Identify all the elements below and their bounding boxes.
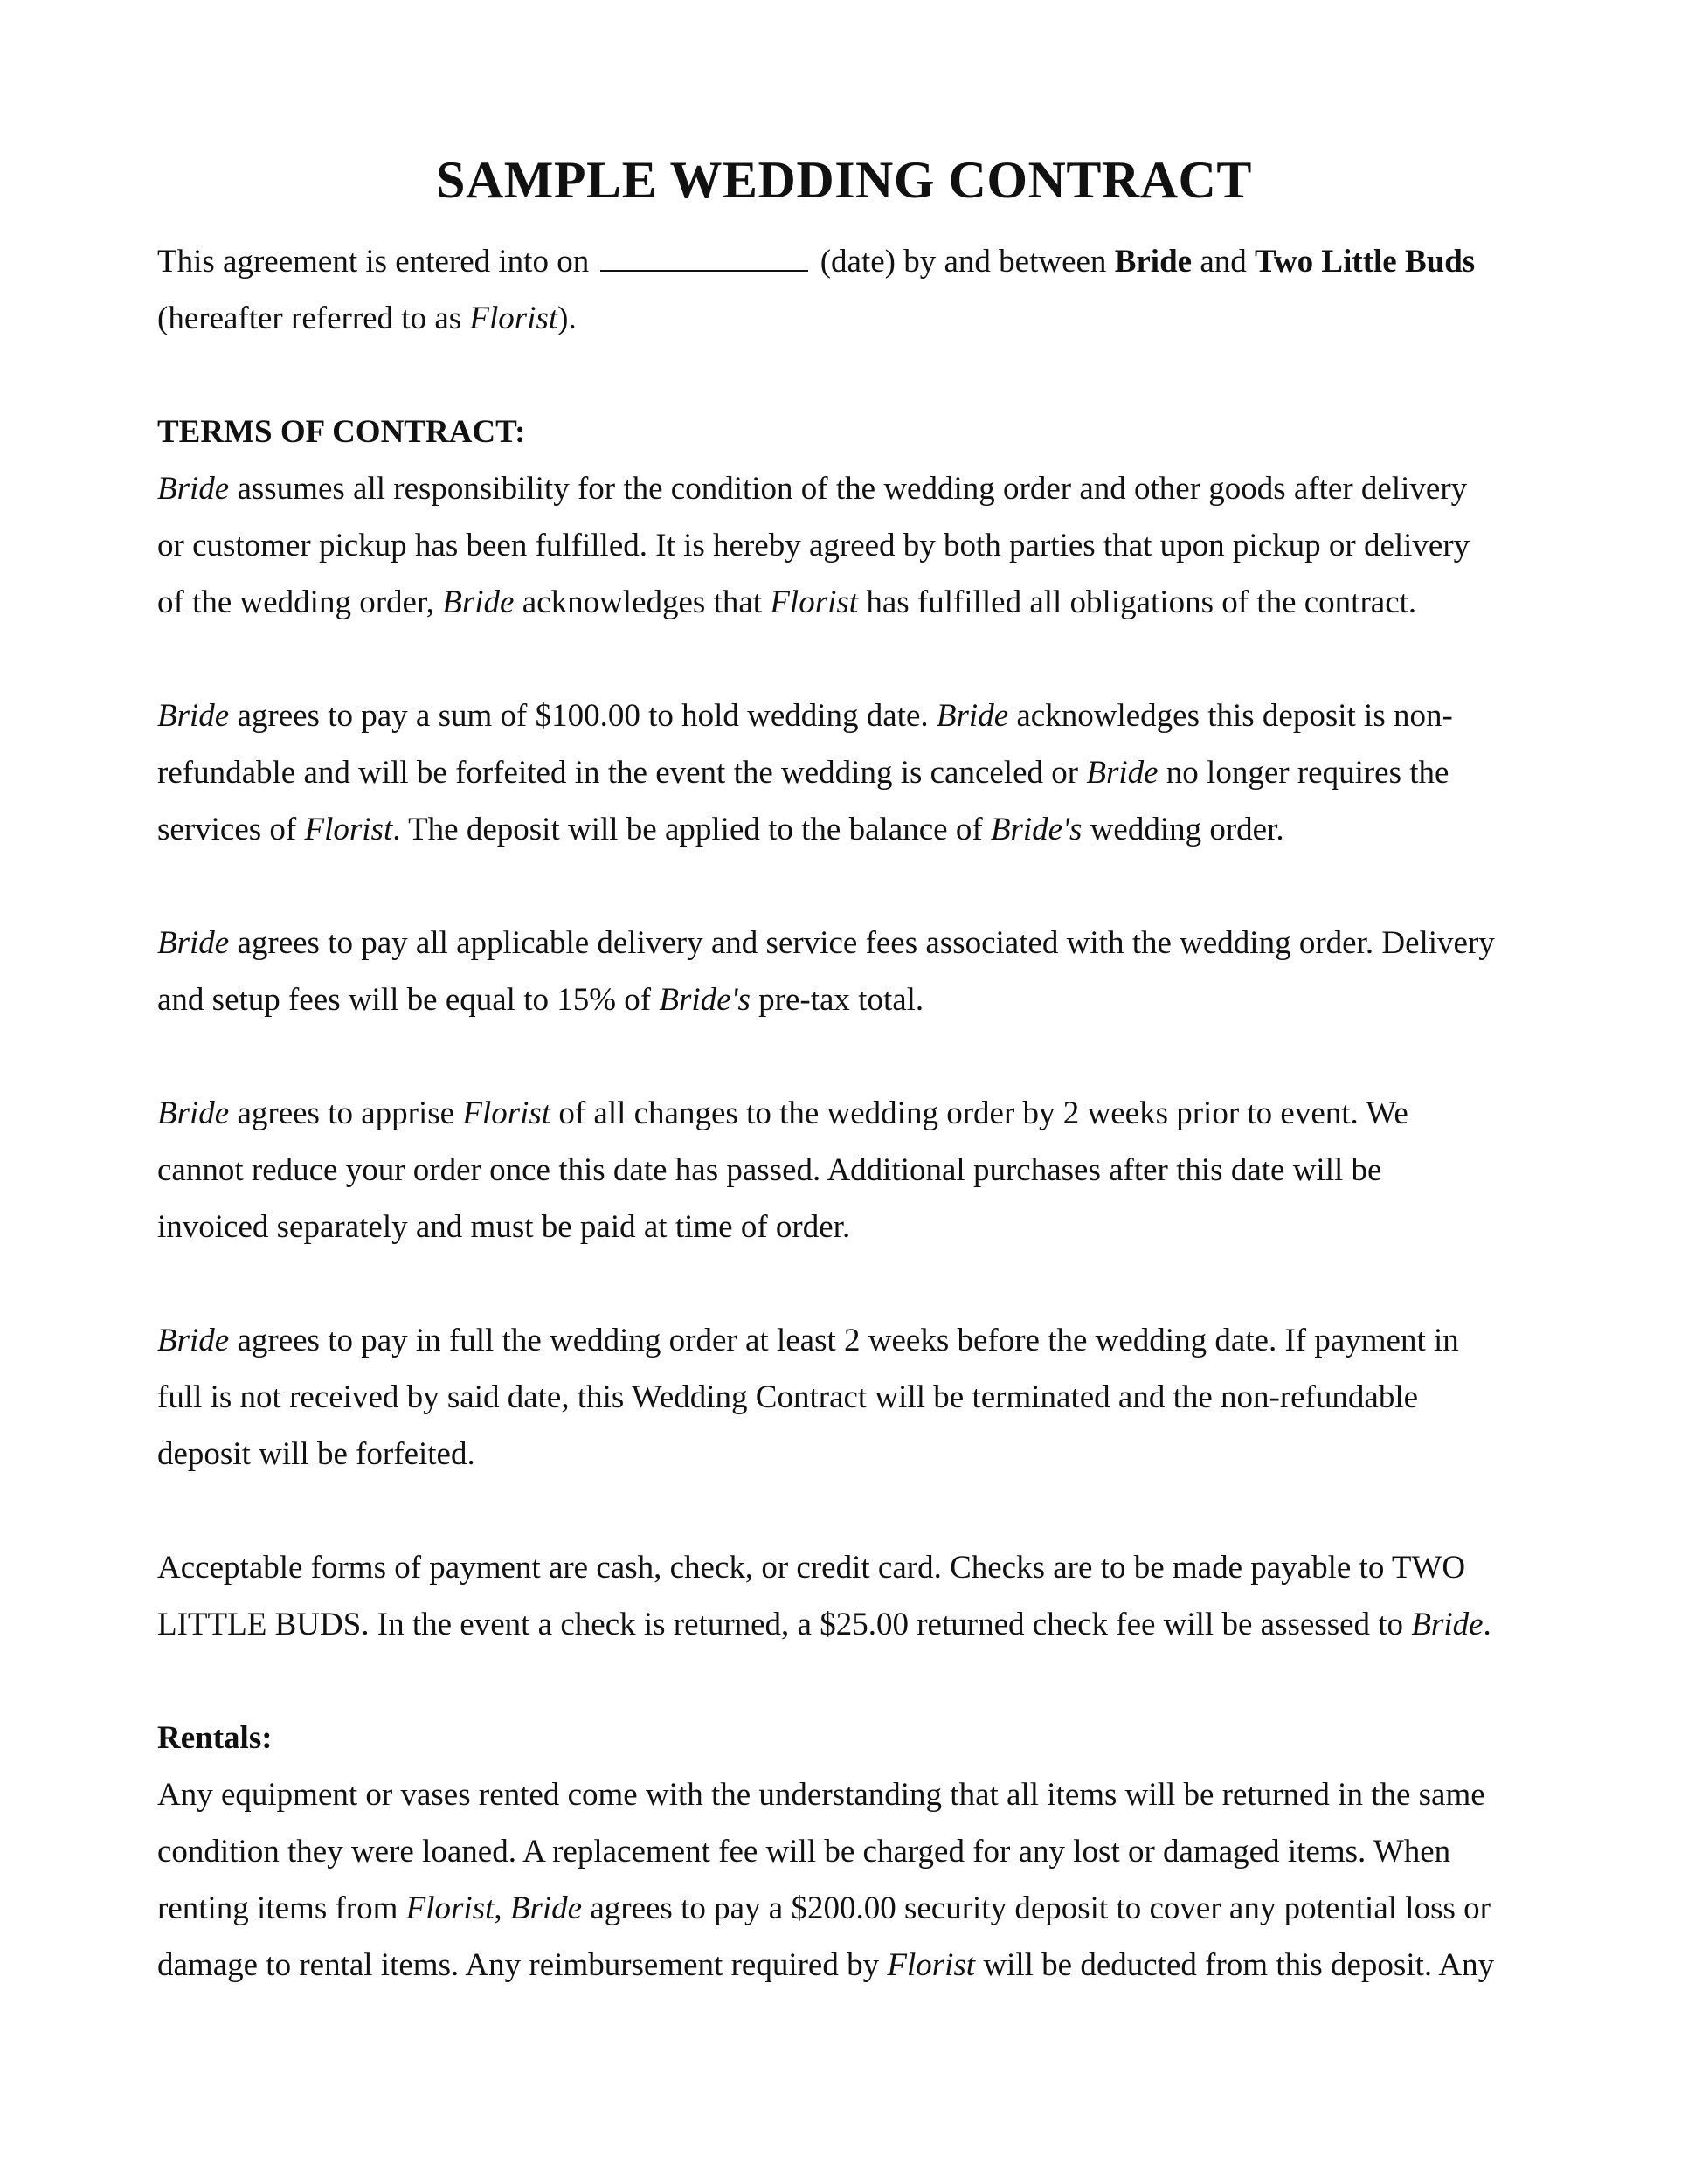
terms-paragraph-2: Bride agrees to pay a sum of $100.00 to hold wedding date. Bride acknowledges this deposit is non- refundable and will be forfeited in the event the wedding is canceled or Bride no longer requires the services of Florist. The deposit will be applied to the balance of Bride's wedding order. <box>157 698 1453 847</box>
party-bride: Bride <box>1114 244 1193 280</box>
rentals-heading: Rentals: <box>157 1720 273 1756</box>
terms-paragraph-4: Bride agrees to apprise Florist of all changes to the wedding order by 2 weeks prior to event. We cannot reduce your order once this date has passed. Additional purchases after this date will be invoiced separately and must be paid at time of order. <box>157 1095 1408 1245</box>
intro-paragraph <box>157 233 1533 347</box>
party-florist-name: Two Little Buds <box>1255 244 1476 280</box>
terms-paragraph-5: Bride agrees to pay in full the wedding order at least 2 weeks before the wedding date. If payment in full is not received by said date, this Wedding Contract will be terminated and the non-refundable deposit will be forfeited. <box>157 1323 1459 1472</box>
terms-heading: TERMS OF CONTRACT: <box>157 414 526 450</box>
terms-paragraph-6: Acceptable forms of payment are cash, check, or credit card. Checks are to be made payable to TWO LITTLE BUDS. In the event a check is returned, a $25.00 returned check fee will be assessed to Bride. <box>157 1550 1491 1642</box>
terms-paragraph-1: Bride assumes all responsibility for the condition of the wedding order and other goods after delivery or customer pickup has been fulfilled. It is hereby agreed by both parties that upon pickup or delivery of the wedding order, Bride acknowledges that Florist has fulfilled all obligations of the contract. <box>157 471 1470 620</box>
rentals-paragraph: Any equipment or vases rented come with the understanding that all items will be returned in the same condition they were loaned. A replacement fee will be charged for any lost or damaged items. When renting items from Florist, Bride agrees to pay a $200.00 security deposit to cover any potential loss or damage to rental items. Any reimbursement required by Florist will be deducted from this deposit. Any <box>157 1777 1495 1983</box>
document-title: SAMPLE WEDDING CONTRACT <box>436 151 1252 209</box>
intro-line-1: This agreement is entered into on (date) by and between Bride and Two Little Buds <box>157 233 1533 290</box>
date-blank-field <box>600 235 808 272</box>
intro-line-2: (hereafter referred to as Florist). <box>157 301 577 336</box>
terms-paragraph-3: Bride agrees to pay all applicable delivery and service fees associated with the wedding order. Delivery and setup fees will be equal to 15% of Bride's pre-tax total. <box>157 925 1495 1018</box>
